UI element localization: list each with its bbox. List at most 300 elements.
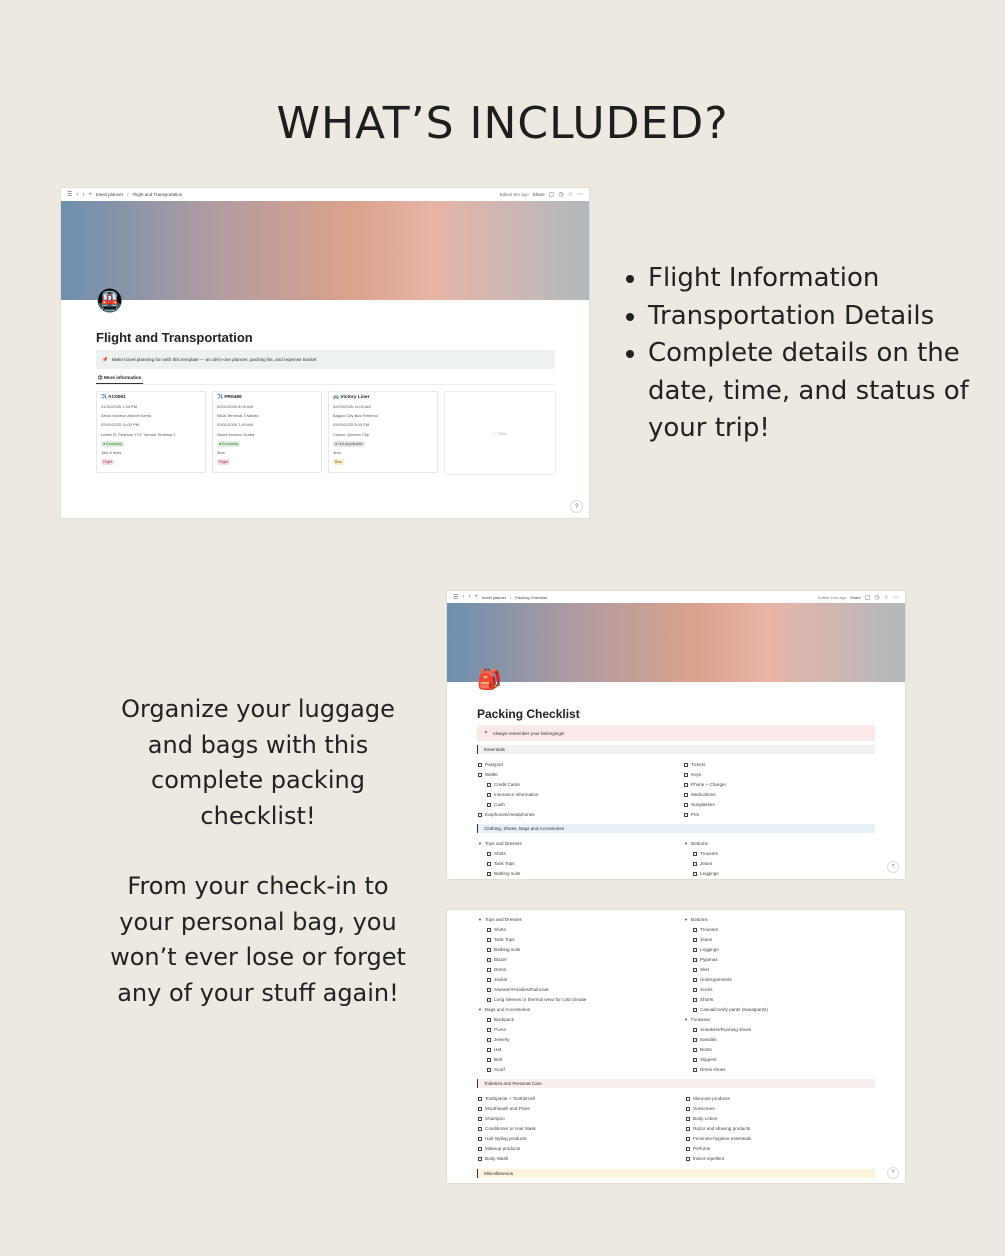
card-line: NAIA Terminal 3 Manila xyxy=(217,413,259,419)
item-label: Leggings xyxy=(700,871,719,876)
checkbox-icon[interactable] xyxy=(487,783,491,787)
toggle-label: Tops and Dresses xyxy=(484,917,522,922)
item-label: Sneakers/Running shoes xyxy=(700,1027,752,1032)
checkbox-icon[interactable] xyxy=(487,988,491,992)
help-button[interactable]: ? xyxy=(887,1167,899,1179)
item-label: Cash xyxy=(494,802,505,807)
checkbox-icon[interactable] xyxy=(693,948,697,952)
essentials-left xyxy=(478,760,538,820)
checkbox-icon[interactable] xyxy=(487,1048,491,1052)
breadcrumb-parent[interactable]: travel planner xyxy=(481,594,507,600)
item-label: Passport xyxy=(485,762,504,767)
checklist-item[interactable] xyxy=(684,1065,768,1075)
checklist-item[interactable] xyxy=(478,995,586,1005)
checklist-item[interactable] xyxy=(684,1055,768,1065)
breadcrumb-separator: / xyxy=(127,192,129,197)
item-label: Dress xyxy=(494,967,506,972)
checklist-item[interactable] xyxy=(478,1045,586,1055)
checklist-item[interactable] xyxy=(478,1114,536,1124)
checkbox-icon[interactable] xyxy=(693,928,697,932)
description-line: From your check-in to xyxy=(127,872,389,900)
item-label: Backpack xyxy=(494,1017,514,1022)
checklist-item[interactable] xyxy=(684,1045,768,1055)
checkbox-icon[interactable] xyxy=(684,783,688,787)
item-label: Medications xyxy=(691,792,716,797)
page-title: WHAT’S INCLUDED? xyxy=(276,98,729,149)
checkbox-icon[interactable] xyxy=(478,1097,482,1101)
more-icon[interactable]: ⋯ xyxy=(893,594,899,601)
callout-text: Always remember your belongings! xyxy=(492,730,565,736)
checkbox-icon[interactable] xyxy=(487,958,491,962)
checklist-item[interactable] xyxy=(684,1025,768,1035)
checklist-item[interactable] xyxy=(684,859,719,869)
checklist-item[interactable] xyxy=(478,965,586,975)
card-line: Cubao, Quezon City xyxy=(333,431,370,437)
checklist-item[interactable] xyxy=(684,985,768,995)
type-tag: Bus xyxy=(335,460,342,465)
edited-label: Edited 8m ago xyxy=(499,192,529,197)
comment-icon[interactable]: ▢ xyxy=(548,192,555,198)
item-label: Sweater/Hoodies/Raincoat xyxy=(494,987,549,992)
checklist-item[interactable] xyxy=(684,975,768,985)
card-line: 02/01/2025 7:40 AM xyxy=(217,422,253,428)
checklist-item[interactable] xyxy=(686,1134,751,1144)
checklist-item[interactable] xyxy=(478,1015,586,1025)
checkbox-icon[interactable] xyxy=(693,862,697,866)
checklist-item[interactable] xyxy=(478,780,538,790)
item-label: Earphones/Headphones xyxy=(485,812,535,817)
checklist-item[interactable] xyxy=(686,1094,751,1104)
description-line: your personal bag, you xyxy=(119,907,397,936)
item-label: Jeans xyxy=(700,937,713,942)
plane-icon: ✈️ xyxy=(101,395,107,400)
checklist-item[interactable] xyxy=(684,1005,768,1015)
checkbox-icon[interactable] xyxy=(487,793,491,797)
checkbox-icon[interactable] xyxy=(487,938,491,942)
back-icon[interactable]: ‹ xyxy=(76,191,79,198)
card-line: Baguio City Bus Terminal xyxy=(333,413,378,419)
description-line: checklist! xyxy=(200,801,316,830)
checkbox-icon[interactable] xyxy=(487,978,491,982)
callout xyxy=(477,725,875,741)
backpack-icon: 🎒 xyxy=(477,669,502,691)
checkbox-icon[interactable] xyxy=(693,1028,697,1032)
forward-icon[interactable]: › xyxy=(82,191,85,198)
checkbox-icon[interactable] xyxy=(693,998,697,1002)
checkbox-icon[interactable] xyxy=(693,1038,697,1042)
bottoms-column xyxy=(684,915,768,1075)
toggle-arrow-icon[interactable]: ▼ xyxy=(478,1007,482,1012)
checklist-item[interactable] xyxy=(478,1134,536,1144)
cover-image xyxy=(61,201,589,300)
item-label: Hat xyxy=(494,1047,502,1052)
checklist-item[interactable] xyxy=(684,955,768,965)
item-label: Bathing suits xyxy=(494,871,521,876)
checkbox-icon[interactable] xyxy=(684,803,688,807)
checkbox-icon[interactable] xyxy=(478,763,482,767)
class-badge: ● Economy xyxy=(103,441,123,446)
breadcrumb-current[interactable]: Packing Checklist xyxy=(515,594,547,600)
checklist-item[interactable] xyxy=(686,1104,751,1114)
item-label: Trousers xyxy=(700,851,718,856)
checklist-item[interactable] xyxy=(684,770,726,780)
checkbox-icon[interactable] xyxy=(686,1097,690,1101)
card-line: 02/03/2025 11:00 AM xyxy=(333,404,371,409)
checklist-item[interactable] xyxy=(478,869,522,879)
checklist-item[interactable] xyxy=(478,985,586,995)
card-title: Victory Liner xyxy=(340,395,370,400)
checkbox-icon[interactable] xyxy=(693,978,697,982)
clothing-right xyxy=(684,839,719,879)
more-icon[interactable]: ⋯ xyxy=(577,192,583,198)
checkbox-icon[interactable] xyxy=(693,968,697,972)
checklist-item[interactable] xyxy=(684,935,768,945)
forward-icon[interactable]: › xyxy=(468,594,471,600)
type-tag: Flight xyxy=(219,460,229,465)
item-label: Hair styling products xyxy=(485,1136,527,1141)
item-label: Jewelry xyxy=(494,1037,510,1042)
checklist-item[interactable] xyxy=(478,1104,536,1114)
item-label: Leggings xyxy=(700,947,719,952)
new-card-button[interactable]: + New xyxy=(444,391,556,475)
checklist-item[interactable] xyxy=(478,1094,536,1104)
checklist-item[interactable] xyxy=(684,965,768,975)
card-line: 01/31/2025 1:30 PM xyxy=(101,404,138,409)
item-label: Credit Cards xyxy=(494,782,520,787)
checkbox-icon[interactable] xyxy=(487,852,491,856)
card-2[interactable] xyxy=(212,391,322,473)
checkbox-icon[interactable] xyxy=(478,1137,482,1141)
comment-icon[interactable]: ▢ xyxy=(864,594,871,601)
checklist-item[interactable] xyxy=(478,770,538,780)
checkbox-icon[interactable] xyxy=(693,1068,697,1072)
item-label: Sunscreen xyxy=(693,1106,715,1111)
checkbox-icon[interactable] xyxy=(478,1107,482,1111)
checklist-item[interactable] xyxy=(478,810,538,820)
item-label: Undergarments xyxy=(700,977,732,982)
card-title: PR0469 xyxy=(224,395,242,400)
item-label: Belt xyxy=(494,1057,502,1062)
item-label: Body Wash xyxy=(485,1156,509,1161)
toggle-arrow-icon[interactable]: ▼ xyxy=(478,841,482,846)
item-label: Shampoo xyxy=(485,1116,505,1121)
description-line: Organize your luggage xyxy=(121,695,395,723)
toggle-bottoms[interactable] xyxy=(684,915,768,925)
toggle-arrow-icon[interactable]: ▼ xyxy=(684,841,688,846)
checklist-item[interactable] xyxy=(686,1114,751,1124)
item-label: Jeans xyxy=(700,861,713,866)
view-tabs xyxy=(96,374,555,385)
checklist-item[interactable] xyxy=(478,935,586,945)
checkbox-icon[interactable] xyxy=(487,1038,491,1042)
checklist-item[interactable] xyxy=(478,760,538,770)
topbar xyxy=(61,188,589,201)
checklist-item[interactable] xyxy=(478,945,586,955)
callout xyxy=(96,350,555,369)
checkbox-icon[interactable] xyxy=(684,813,688,817)
class-text: Not Applicable xyxy=(338,441,363,446)
checklist-item[interactable] xyxy=(478,1124,536,1134)
share-button[interactable]: Share xyxy=(532,192,545,197)
add-icon[interactable]: + xyxy=(474,594,478,600)
checklist-item[interactable] xyxy=(478,975,586,985)
checkbox-icon[interactable] xyxy=(693,958,697,962)
feature-item: • Complete details on the date, time, and status of your trip! xyxy=(648,335,1005,448)
checklist-item[interactable] xyxy=(478,1154,536,1164)
card-line: 4hrs xyxy=(333,450,341,456)
checklist-item[interactable] xyxy=(478,1065,586,1075)
item-label: Insect repellent xyxy=(693,1156,725,1161)
checkbox-icon[interactable] xyxy=(693,872,697,876)
toggle-footwear[interactable] xyxy=(684,1015,768,1025)
bus-icon: 🚌 xyxy=(333,395,339,400)
checkbox-icon[interactable] xyxy=(478,1147,482,1151)
item-label: Phone + Charger xyxy=(691,782,727,787)
item-label: Shirts xyxy=(494,851,506,856)
checklist-item[interactable] xyxy=(684,945,768,955)
toggle-label: Bottoms xyxy=(690,917,708,922)
checkbox-icon[interactable] xyxy=(487,1058,491,1062)
card-line: 02/03/2025 3:00 PM xyxy=(333,422,370,428)
breadcrumb-separator: / xyxy=(510,594,512,600)
checklist-item[interactable] xyxy=(684,869,719,879)
clock-icon[interactable]: ◷ xyxy=(558,192,564,198)
checkbox-icon[interactable] xyxy=(478,773,482,777)
checklist-item[interactable] xyxy=(478,1035,586,1045)
checklist-item[interactable] xyxy=(684,790,726,800)
wine-icon: 🍷 xyxy=(483,730,489,735)
menu-icon[interactable]: ☰ xyxy=(67,192,73,198)
item-label: Casual/comfy pants (sweatpants) xyxy=(700,1007,768,1012)
checklist-item[interactable] xyxy=(478,955,586,965)
item-label: Tickets xyxy=(691,762,706,767)
checkbox-icon[interactable] xyxy=(693,988,697,992)
checkbox-icon[interactable] xyxy=(478,1157,482,1161)
class-badge: ● Economy xyxy=(219,441,239,446)
section-clothing: Clothing, Shoes, Bags and Accessories xyxy=(477,824,875,833)
checklist-item[interactable] xyxy=(684,810,726,820)
checkbox-icon[interactable] xyxy=(693,852,697,856)
checkbox-icon[interactable] xyxy=(684,793,688,797)
checkbox-icon[interactable] xyxy=(693,1008,697,1012)
toggle-label: Bags and Accessories xyxy=(484,1007,531,1012)
class-badge: ● Not Applicable xyxy=(335,441,363,446)
item-label: Insurance Information xyxy=(494,792,539,797)
checklist-item[interactable] xyxy=(478,790,538,800)
class-text: Economy xyxy=(222,441,239,446)
item-label: Purse xyxy=(494,1027,507,1032)
item-label: Body Lotion xyxy=(693,1116,718,1121)
checkbox-icon[interactable] xyxy=(686,1107,690,1111)
item-label: Scarf xyxy=(494,1067,505,1072)
checklist-item[interactable] xyxy=(684,780,726,790)
checkbox-icon[interactable] xyxy=(487,998,491,1002)
train-icon: 🚇 xyxy=(96,288,124,313)
checkbox-icon[interactable] xyxy=(686,1137,690,1141)
packing-screenshot-top xyxy=(447,591,905,879)
checklist-item[interactable] xyxy=(478,1055,586,1065)
info-icon: 🛈 xyxy=(98,375,103,380)
tab-label: More information xyxy=(103,375,142,380)
item-label: Keys xyxy=(691,772,702,777)
item-label: Slippers xyxy=(700,1057,717,1062)
checklist-item[interactable] xyxy=(478,859,522,869)
checklist-item[interactable] xyxy=(684,849,719,859)
section-essentials: Essentials xyxy=(477,745,875,754)
menu-icon[interactable]: ☰ xyxy=(453,594,459,601)
checkbox-icon[interactable] xyxy=(686,1157,690,1161)
description-line: complete packing xyxy=(151,766,365,794)
checklist-item[interactable] xyxy=(686,1154,751,1164)
description-line: and bags with this xyxy=(147,730,369,759)
feature-item: • Transportation Details xyxy=(648,298,1005,336)
toggle-arrow-icon[interactable]: ▼ xyxy=(684,917,688,922)
card-line: 02/01/2025 8:00 AM xyxy=(217,404,253,409)
item-label: Blazer xyxy=(494,957,508,962)
card-title: AC0061 xyxy=(108,395,126,400)
help-button[interactable]: ? xyxy=(570,500,583,513)
item-label: Tank Tops xyxy=(494,937,515,942)
checklist-item[interactable] xyxy=(478,1144,536,1154)
item-label: Sandals xyxy=(700,1037,717,1042)
checklist-item[interactable] xyxy=(478,1025,586,1035)
checkbox-icon[interactable] xyxy=(478,1117,482,1121)
card-line: 02/01/2025 11:00 PM xyxy=(101,422,139,428)
card-line: 4hrs xyxy=(217,450,225,456)
star-icon[interactable]: ☆ xyxy=(567,192,573,198)
checklist-item[interactable] xyxy=(684,760,726,770)
cover-image xyxy=(447,603,905,682)
section-toiletries: Toiletries and Personal Care xyxy=(477,1079,875,1088)
plane-icon: ✈️ xyxy=(217,395,223,400)
item-label: Pen xyxy=(691,812,700,817)
card-3[interactable] xyxy=(328,391,438,473)
item-label: Dress shoes xyxy=(700,1067,726,1072)
flight-page-title: Flight and Transportation xyxy=(96,330,253,345)
add-icon[interactable]: + xyxy=(88,191,92,198)
item-label: Makeup products xyxy=(485,1146,521,1151)
checkbox-icon[interactable] xyxy=(684,773,688,777)
checkbox-icon[interactable] xyxy=(487,1018,491,1022)
feature-item: • Flight Information xyxy=(648,260,1005,298)
toggle-bags[interactable] xyxy=(478,1005,586,1015)
card-line: 1lbs 6 mins xyxy=(101,450,122,456)
checklist-item[interactable] xyxy=(686,1144,751,1154)
breadcrumb-current[interactable]: Flight and Transportation xyxy=(132,192,183,197)
item-label: Wallet xyxy=(485,772,498,777)
card-line: Seoul Incheon Korea xyxy=(217,431,255,437)
toggle-bottoms[interactable] xyxy=(684,839,719,849)
checkbox-icon[interactable] xyxy=(487,1028,491,1032)
tab-more-information[interactable] xyxy=(96,374,143,384)
clock-icon[interactable]: ◷ xyxy=(874,594,880,601)
toggle-tops[interactable] xyxy=(478,839,522,849)
checkbox-icon[interactable] xyxy=(693,938,697,942)
share-button[interactable]: Share xyxy=(850,594,861,600)
type-tag: Flight xyxy=(103,460,113,465)
clothing-left xyxy=(478,839,522,879)
item-label: Feminine-hygiene essentials xyxy=(693,1136,752,1141)
item-label: Tank Tops xyxy=(494,861,515,866)
checklist-item[interactable] xyxy=(684,995,768,1005)
item-label: Long sleeves or thermal wear for cold climate xyxy=(494,997,587,1002)
toggle-tops[interactable] xyxy=(478,915,586,925)
star-icon[interactable]: ☆ xyxy=(883,594,889,601)
essentials-right xyxy=(684,760,726,820)
breadcrumb-parent[interactable]: travel planner xyxy=(95,192,124,197)
checkbox-icon[interactable] xyxy=(478,813,482,817)
checkbox-icon[interactable] xyxy=(686,1127,690,1131)
item-label: Boots xyxy=(700,1047,712,1052)
item-label: Socks xyxy=(700,987,713,992)
checkin-description xyxy=(98,869,418,1011)
item-label: Conditioner or Hair Mask xyxy=(485,1126,536,1131)
feature-list xyxy=(622,260,1005,448)
item-label: Perfume xyxy=(693,1146,711,1151)
checkbox-icon[interactable] xyxy=(686,1147,690,1151)
checklist-item[interactable] xyxy=(478,925,586,935)
checkbox-icon[interactable] xyxy=(478,1127,482,1131)
checkbox-icon[interactable] xyxy=(487,803,491,807)
tops-column xyxy=(478,915,586,1075)
toggle-label: Bottoms xyxy=(690,841,708,846)
toiletries-right xyxy=(686,1094,751,1164)
help-button[interactable]: ? xyxy=(887,861,899,873)
item-label: Skincare products xyxy=(693,1096,730,1101)
toggle-arrow-icon[interactable]: ▼ xyxy=(478,917,482,922)
checkbox-icon[interactable] xyxy=(686,1117,690,1121)
item-label: Razor and shaving products xyxy=(693,1126,751,1131)
item-label: Mouthwash and Floss xyxy=(485,1106,530,1111)
checkbox-icon[interactable] xyxy=(487,862,491,866)
checkbox-icon[interactable] xyxy=(693,1058,697,1062)
checkbox-icon[interactable] xyxy=(487,928,491,932)
back-icon[interactable]: ‹ xyxy=(462,594,465,600)
checkbox-icon[interactable] xyxy=(487,1068,491,1072)
item-label: Trousers xyxy=(700,927,718,932)
pin-icon: 📌 xyxy=(102,356,108,362)
edited-label: Edited 10m ago xyxy=(817,594,846,600)
toggle-label: Tops and Dresses xyxy=(484,841,522,846)
checkbox-icon[interactable] xyxy=(684,763,688,767)
item-label: Bathing suits xyxy=(494,947,521,952)
item-label: Shirts xyxy=(494,927,506,932)
card-line: Lester B. Pearson YYZ Toronto Terminal 1 xyxy=(101,431,176,437)
item-label: Skirt xyxy=(700,967,710,972)
checkbox-icon[interactable] xyxy=(487,872,491,876)
checkbox-icon[interactable] xyxy=(487,948,491,952)
checkbox-icon[interactable] xyxy=(487,968,491,972)
checklist-item[interactable] xyxy=(478,800,538,810)
checklist-item[interactable] xyxy=(478,849,522,859)
checklist-item[interactable] xyxy=(686,1124,751,1134)
checkbox-icon[interactable] xyxy=(693,1048,697,1052)
item-label: Toothpaste + Toothbrush xyxy=(485,1096,536,1101)
checklist-item[interactable] xyxy=(684,925,768,935)
toggle-label: Footwear xyxy=(690,1017,711,1022)
callout-text: Make travel planning fun with this template — an all-in-one planner, packing list, and expense tracker. xyxy=(111,357,318,362)
checklist-item[interactable] xyxy=(684,1035,768,1045)
checklist-item[interactable] xyxy=(684,800,726,810)
packing-description xyxy=(98,692,418,834)
toiletries-left xyxy=(478,1094,536,1164)
topbar xyxy=(447,591,905,603)
card-1[interactable] xyxy=(96,391,206,473)
toggle-arrow-icon[interactable]: ▼ xyxy=(684,1017,688,1022)
item-label: Sunglasses xyxy=(691,802,715,807)
description-line: won’t ever lose or forget xyxy=(110,943,406,971)
item-label: Pyjamas xyxy=(700,957,718,962)
